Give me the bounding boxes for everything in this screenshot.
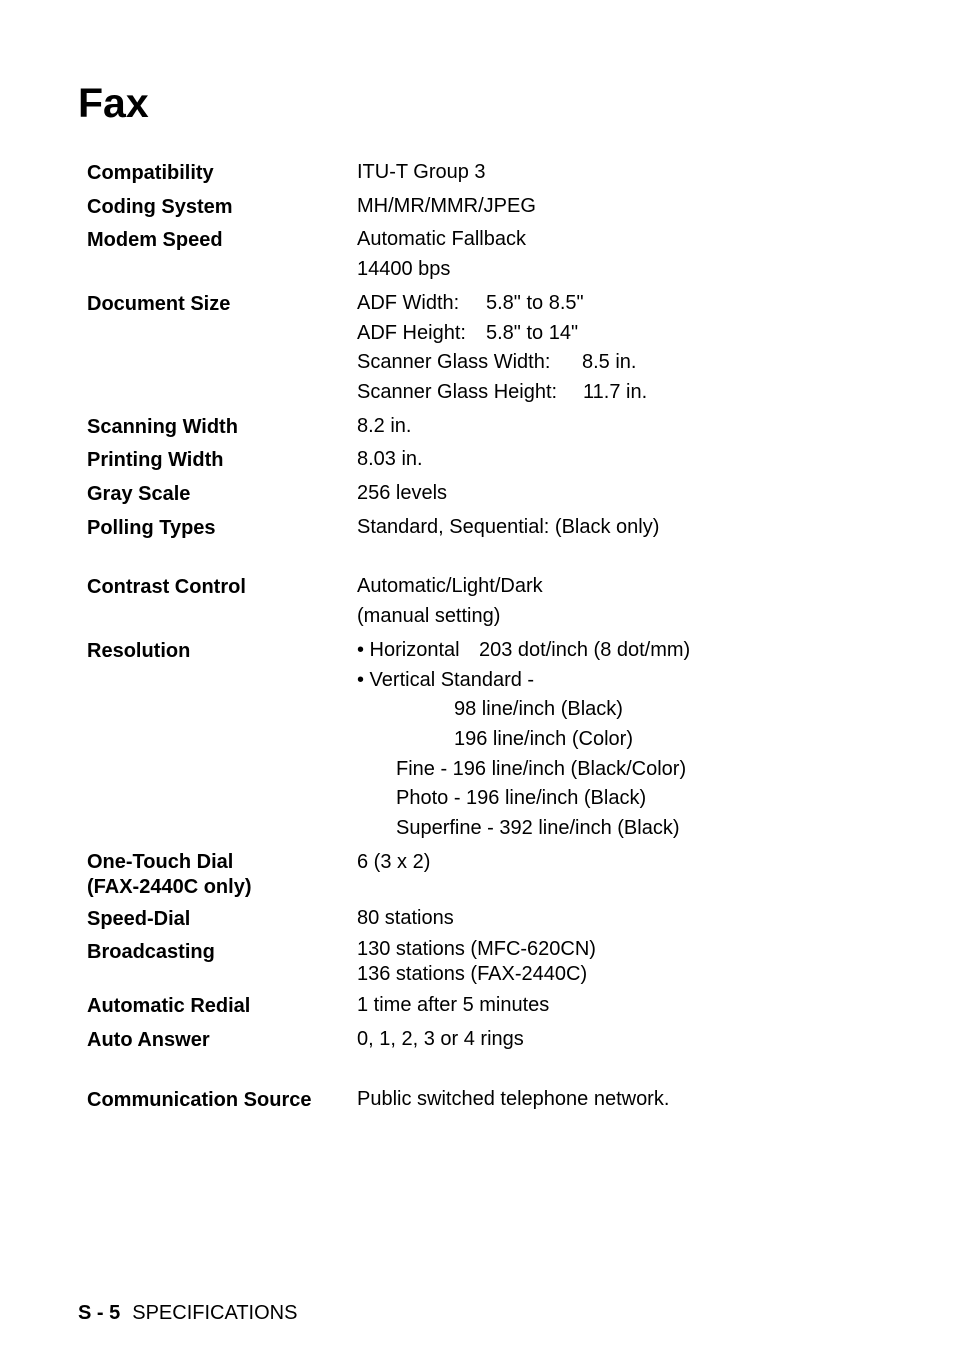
page-number: S - 5 <box>78 1302 121 1324</box>
spec-value: • Horizontal 203 dot/inch (8 dot/mm) • Vertical Standard - 98 line/inch (Black) 196 line/inch (Color) Fine - 196 line/inch (Black/Color) Photo - 196 line/inch (Black) Superfine - 392 line/inch (Black) <box>357 638 691 840</box>
spec-label: One-Touch Dial (FAX-2440C only) <box>87 850 252 898</box>
spec-value: Standard, Sequential: (Black only) <box>357 515 660 538</box>
spec-row-broadcasting <box>87 937 887 987</box>
spec-value: 1 time after 5 minutes <box>357 994 550 1017</box>
spec-row-automatic-redial <box>87 991 887 1021</box>
spec-table <box>87 158 887 1119</box>
section-name: SPECIFICATIONS <box>132 1302 298 1324</box>
spec-row-polling-types <box>87 513 887 543</box>
spec-label: Polling Types <box>87 516 216 539</box>
spec-value: 0, 1, 2, 3 or 4 rings <box>357 1028 524 1051</box>
spec-value: 8.03 in. <box>357 448 423 471</box>
spec-label: Document Size <box>87 292 231 315</box>
page-title: Fax <box>78 80 149 126</box>
spec-label: Speed-Dial <box>87 907 191 930</box>
spec-label: Modem Speed <box>87 229 223 252</box>
spec-value: 6 (3 x 2) <box>357 850 431 873</box>
spec-row-contrast-control <box>87 572 887 631</box>
spec-value: 8.2 in. <box>357 414 412 437</box>
spec-row-auto-answer <box>87 1025 887 1055</box>
spec-label: Communication Source <box>87 1088 312 1111</box>
spec-value: Automatic Fallback 14400 bps <box>357 228 526 281</box>
spec-label: Automatic Redial <box>87 995 251 1018</box>
spec-row-compatibility <box>87 158 887 188</box>
spec-label: Coding System <box>87 195 233 218</box>
spec-label: Compatibility <box>87 162 214 184</box>
spec-value: MH/MR/MMR/JPEG <box>357 194 536 217</box>
spec-label: Auto Answer <box>87 1029 210 1052</box>
spec-row-printing-width <box>87 445 887 475</box>
spec-label: Broadcasting <box>87 941 215 964</box>
spec-row-speed-dial <box>87 904 887 934</box>
spec-value: ITU-T Group 3 <box>357 161 486 183</box>
spec-row-scanning-width <box>87 412 887 442</box>
spec-label: Scanning Width <box>87 415 238 438</box>
page-footer <box>78 1300 297 1326</box>
spec-row-modem-speed <box>87 225 887 284</box>
spec-label: Resolution <box>87 639 191 662</box>
spec-row-resolution <box>87 636 887 844</box>
spec-row-coding-system <box>87 192 887 222</box>
spec-label: Printing Width <box>87 449 224 472</box>
spec-label: Gray Scale <box>87 483 191 506</box>
spec-value: 80 stations <box>357 906 454 929</box>
spec-value: Automatic/Light/Dark (manual setting) <box>357 575 543 628</box>
spec-value: ADF Width: 5.8" to 8.5" ADF Height: 5.8" to 14" Scanner Glass Width: 8.5 in. Scanner Glass Height: 11.7 in. <box>357 291 648 403</box>
spec-label: Contrast Control <box>87 576 246 599</box>
spec-row-communication-source <box>87 1085 887 1115</box>
spec-row-gray-scale <box>87 479 887 509</box>
spec-value: 130 stations (MFC-620CN) 136 stations (FAX-2440C) <box>357 938 596 986</box>
spec-row-document-size <box>87 289 887 408</box>
spec-value: 256 levels <box>357 482 448 505</box>
spec-value: Public switched telephone network. <box>357 1087 670 1110</box>
spec-row-one-touch-dial <box>87 848 887 900</box>
